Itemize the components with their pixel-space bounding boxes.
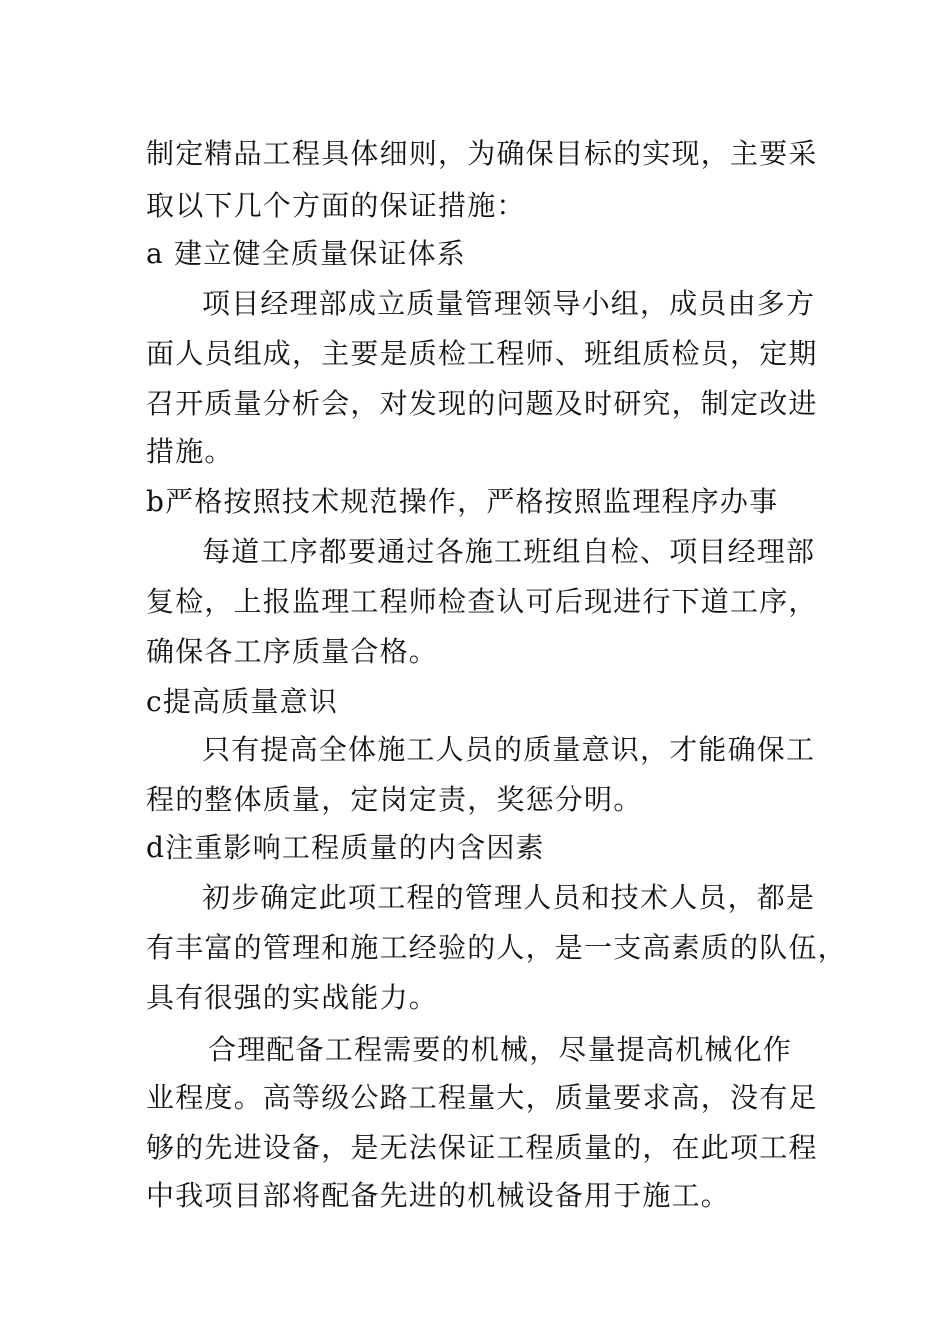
paragraph-line: 项目经理部成立质量管理领导小组，成员由多方	[202, 287, 816, 320]
paragraph-line: 召开质量分析会，对发现的问题及时研究，制定改进	[146, 387, 818, 420]
section-heading-a: a 建立健全质量保证体系	[146, 237, 466, 270]
paragraph-line: 复检，上报监理工程师检查认可后现进行下道工序，	[146, 585, 818, 618]
paragraph-line: 每道工序都要通过各施工班组自检、项目经理部	[202, 535, 816, 568]
paragraph-line: 取以下几个方面的保证措施：	[146, 189, 526, 222]
section-heading-b: b严格按照技术规范操作，严格按照监理程序办事	[146, 485, 779, 518]
paragraph-line: 够的先进设备，是无法保证工程质量的，在此项工程	[146, 1131, 818, 1164]
paragraph-line: 措施。	[146, 435, 234, 468]
paragraph-line: 面人员组成，主要是质检工程师、班组质检员，定期	[146, 337, 818, 370]
paragraph-line: 程的整体质量，定岗定责，奖惩分明。	[146, 783, 643, 816]
section-heading-c: c提高质量意识	[146, 685, 339, 718]
paragraph-line: 确保各工序质量合格。	[146, 635, 439, 668]
paragraph-line: 业程度。高等级公路工程量大，质量要求高，没有足	[146, 1081, 818, 1114]
section-heading-d: d注重影响工程质量的内含因素	[146, 831, 545, 864]
paragraph-line: 只有提高全体施工人员的质量意识，才能确保工	[202, 733, 816, 766]
paragraph-line: 初步确定此项工程的管理人员和技术人员，都是	[202, 881, 816, 914]
paragraph-line: 中我项目部将配备先进的机械设备用于施工。	[146, 1179, 731, 1212]
paragraph-line: 制定精品工程具体细则，为确保目标的实现，主要采	[146, 137, 818, 170]
paragraph-line: 合理配备工程需要的机械，尽量提高机械化作	[208, 1033, 793, 1066]
paragraph-line: 有丰富的管理和施工经验的人，是一支高素质的队伍，	[146, 931, 847, 964]
paragraph-line: 具有很强的实战能力。	[146, 981, 439, 1014]
